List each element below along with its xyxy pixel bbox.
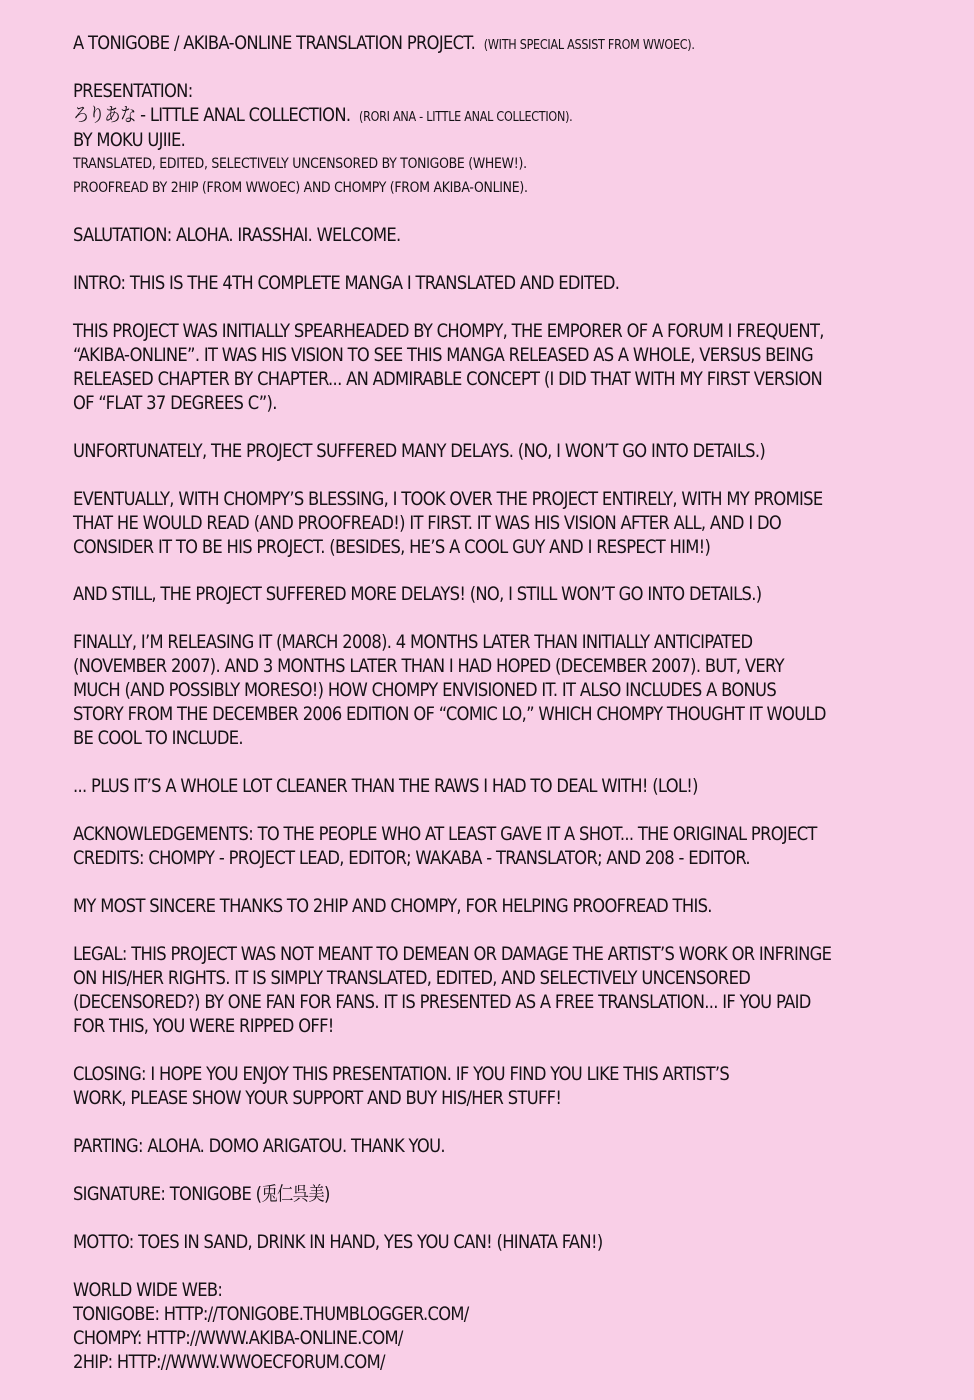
closing-paragraph-line: WORK, PLEASE SHOW YOUR SUPPORT AND BUY HIS/HER STUFF! [73,1087,562,1109]
eventually-paragraph-line: THAT HE WOULD READ (AND PROOFREAD!) IT FIRST. IT WAS HIS VISION AFTER ALL, AND I DO [73,512,782,534]
eventually-paragraph-line: EVENTUALLY, WITH CHOMPY’S BLESSING, I TOOK OVER THE PROJECT ENTIRELY, WITH MY PROMISE [73,488,823,510]
finally-paragraph-line: STORY FROM THE DECEMBER 2006 EDITION OF “COMIC LO,” WHICH CHOMPY THOUGHT IT WOULD [73,703,826,725]
proofread-credit: PROOFREAD BY 2HIP (FROM WWOEC) AND CHOMPY (FROM AKIBA-ONLINE). [73,180,528,196]
delays-line: UNFORTUNATELY, THE PROJECT SUFFERED MANY DELAYS. (NO, I WON’T GO INTO DETAILS.) [73,440,766,462]
translation-credit: TRANSLATED, EDITED, SELECTIVELY UNCENSORED BY TONIGOBE (WHEW!). [73,156,527,172]
acknowledgements-line: CREDITS: CHOMPY - PROJECT LEAD, EDITOR; WAKABA - TRANSLATOR; AND 208 - EDITOR. [73,847,750,869]
eventually-paragraph-line: CONSIDER IT TO BE HIS PROJECT. (BESIDES, HE’S A COOL GUY AND I RESPECT HIM!) [73,536,711,558]
legal-paragraph-line: (DECENSORED?) BY ONE FAN FOR FANS. IT IS PRESENTED AS A FREE TRANSLATION... IF YOU PAID [73,991,811,1013]
web-link-2hip: 2HIP: HTTP://WWW.WWOECFORUM.COM/ [73,1351,385,1373]
finally-paragraph-line: FINALLY, I’M RELEASING IT (MARCH 2008). 4 MONTHS LATER THAN INITIALLY ANTICIPATED [73,631,753,653]
presentation-author: BY MOKU UJIIE. [73,129,186,151]
web-link-chompy: CHOMPY: HTTP://WWW.AKIBA-ONLINE.COM/ [73,1327,403,1349]
motto-line: MOTTO: TOES IN SAND, DRINK IN HAND, YES YOU CAN! (HINATA FAN!) [73,1231,603,1253]
presentation-title [73,103,572,130]
cleaner-line: ... PLUS IT’S A WHOLE LOT CLEANER THAN THE RAWS I HAD TO DEAL WITH! (LOL!) [73,775,698,797]
more-delays-line: AND STILL, THE PROJECT SUFFERED MORE DELAYS! (NO, I STILL WON’T GO INTO DETAILS.) [73,583,762,605]
legal-paragraph-line: LEGAL: THIS PROJECT WAS NOT MEANT TO DEMEAN OR DAMAGE THE ARTIST’S WORK OR INFRINGE [73,943,832,965]
web-link-tonigobe: TONIGOBE: HTTP://TONIGOBE.THUMBLOGGER.COM/ [73,1303,469,1325]
salutation-line: SALUTATION: ALOHA. IRASSHAI. WELCOME. [73,224,401,246]
thanks-line: MY MOST SINCERE THANKS TO 2HIP AND CHOMPY, FOR HELPING PROOFREAD THIS. [73,895,712,917]
web-heading: WORLD WIDE WEB: [73,1279,223,1301]
acknowledgements-line: ACKNOWLEDGEMENTS: TO THE PEOPLE WHO AT LEAST GAVE IT A SHOT... THE ORIGINAL PROJECT [73,823,817,845]
special-assist-note: (WITH SPECIAL ASSIST FROM WWOEC). [483,38,695,53]
intro-line: INTRO: THIS IS THE 4TH COMPLETE MANGA I TRANSLATED AND EDITED. [73,272,620,294]
signature-line: SIGNATURE: TONIGOBE (兎仁呉美) [73,1183,330,1205]
title-romanized-note: (RORI ANA - LITTLE ANAL COLLECTION). [358,110,573,125]
finally-paragraph-line: (NOVEMBER 2007). AND 3 MONTHS LATER THAN I HAD HOPED (DECEMBER 2007). BUT, VERY [73,655,784,677]
parting-line: PARTING: ALOHA. DOMO ARIGATOU. THANK YOU. [73,1135,445,1157]
finally-paragraph-line: BE COOL TO INCLUDE. [73,727,243,749]
project-paragraph-line: RELEASED CHAPTER BY CHAPTER... AN ADMIRABLE CONCEPT (I DID THAT WITH MY FIRST VERSION [73,368,823,390]
project-paragraph-line: “AKIBA-ONLINE”. IT WAS HIS VISION TO SEE THIS MANGA RELEASED AS A WHOLE, VERSUS BEING [73,344,813,366]
project-paragraph-line: OF “FLAT 37 DEGREES C”). [73,392,277,414]
legal-paragraph-line: FOR THIS, YOU WERE RIPPED OFF! [73,1015,334,1037]
presentation-heading: PRESENTATION: [73,80,193,102]
header-credit [73,31,695,58]
closing-paragraph-line: CLOSING: I HOPE YOU ENJOY THIS PRESENTATION. IF YOU FIND YOU LIKE THIS ARTIST’S [73,1063,730,1085]
legal-paragraph-line: ON HIS/HER RIGHTS. IT IS SIMPLY TRANSLATED, EDITED, AND SELECTIVELY UNCENSORED [73,967,751,989]
finally-paragraph-line: MUCH (AND POSSIBLY MORESO!) HOW CHOMPY ENVISIONED IT. IT ALSO INCLUDES A BONUS [73,679,777,701]
project-credit-text: A TONIGOBE / AKIBA-ONLINE TRANSLATION PROJECT. [73,32,476,54]
project-paragraph-line: THIS PROJECT WAS INITIALLY SPEARHEADED BY CHOMPY, THE EMPORER OF A FORUM I FREQUENT, [73,320,824,342]
title-text: ろりあな - LITTLE ANAL COLLECTION. [73,104,351,126]
